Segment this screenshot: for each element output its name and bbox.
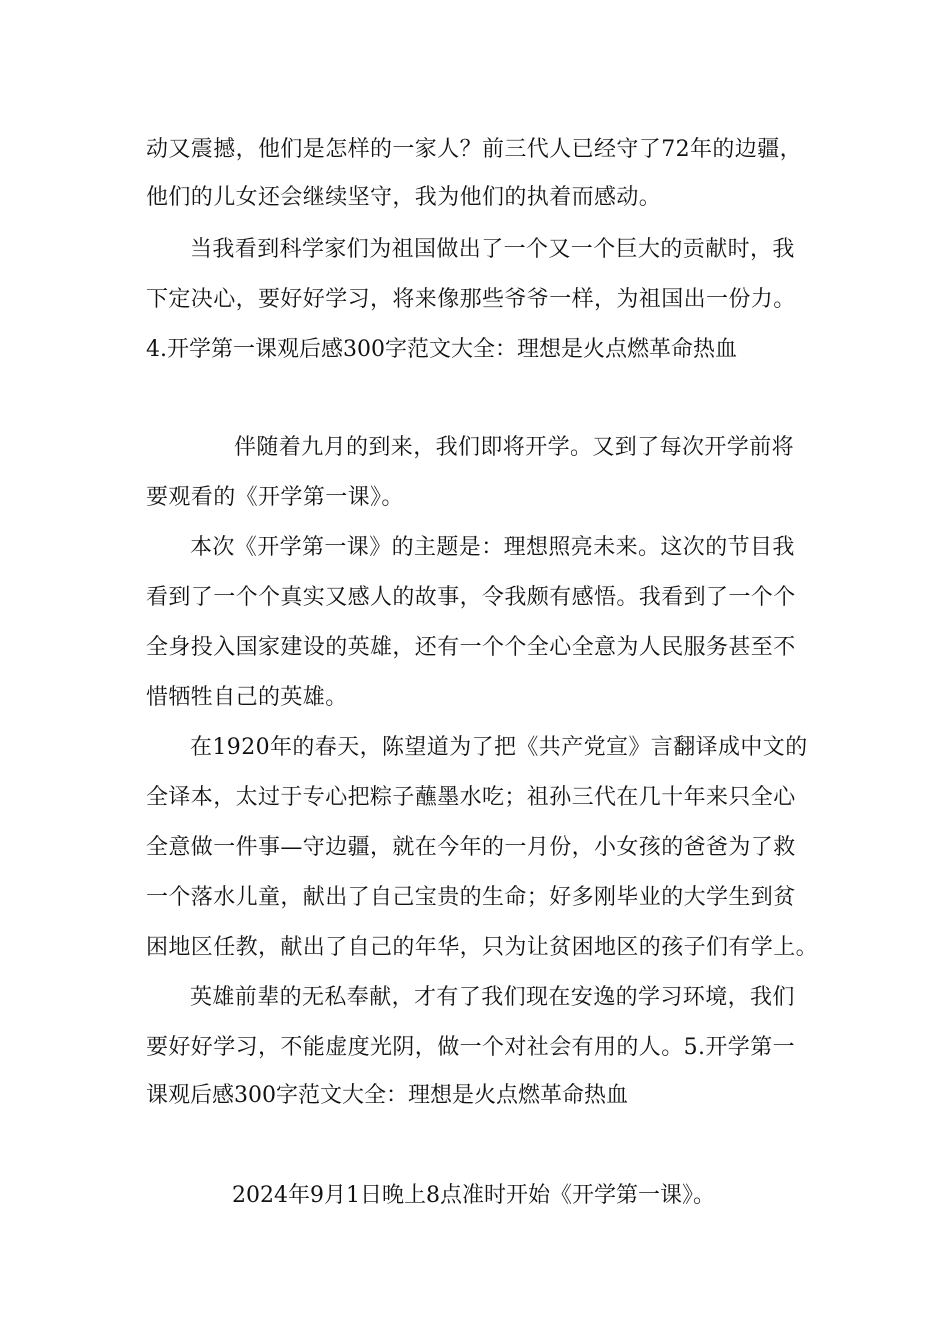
paragraph-line: 惜牺牲自己的英雄。 <box>146 685 348 710</box>
paragraph-line: 英雄前辈的无私奉献，才有了我们现在安逸的学习环境，我们 <box>190 985 795 1010</box>
paragraph-line: 2024年9月1日晚上8点准时开始《开学第一课》。 <box>232 1183 715 1208</box>
section-heading: 4.开学第一课观后感300字范文大全：理想是火点燃革命热血 <box>146 337 737 362</box>
paragraph-line: 看到了一个个真实又感人的故事，令我颇有感悟。我看到了一个个 <box>146 585 796 610</box>
paragraph-line: 本次《开学第一课》的主题是：理想照亮未来。这次的节目我 <box>190 535 795 560</box>
paragraph-line: 全意做一件事—守边疆，就在今年的一月份，小女孩的爸爸为了救 <box>146 835 796 860</box>
paragraph-line: 当我看到科学家们为祖国做出了一个又一个巨大的贡献时，我 <box>190 237 795 262</box>
paragraph-line: 在1920年的春天，陈望道为了把《共产党宣》言翻译成中文的 <box>190 735 808 760</box>
paragraph-line: 全身投入国家建设的英雄，还有一个个全心全意为人民服务甚至不 <box>146 635 796 660</box>
paragraph-line: 一个落水儿童，献出了自己宝贵的生命；好多刚毕业的大学生到贫 <box>146 885 796 910</box>
paragraph-line: 困地区任教，献出了自己的年华，只为让贫困地区的孩子们有学上。 <box>146 935 819 960</box>
paragraph-line: 动又震撼，他们是怎样的一家人？前三代人已经守了72年的边疆， <box>146 137 802 162</box>
paragraph-line: 下定决心，要好好学习，将来像那些爷爷一样，为祖国出一份力。 <box>146 287 796 312</box>
paragraph-line: 伴随着九月的到来，我们即将开学。又到了每次开学前将 <box>234 435 795 460</box>
paragraph-line: 要观看的《开学第一课》。 <box>146 485 404 510</box>
paragraph-line: 要好好学习，不能虚度光阴，做一个对社会有用的人。5.开学第一 <box>146 1035 795 1060</box>
paragraph-line: 他们的儿女还会继续坚守，我为他们的执着而感动。 <box>146 185 662 210</box>
paragraph-line: 全译本，太过于专心把粽子蘸墨水吃；祖孙三代在几十年来只全心 <box>146 785 796 810</box>
section-heading: 课观后感300字范文大全：理想是火点燃革命热血 <box>146 1083 628 1108</box>
